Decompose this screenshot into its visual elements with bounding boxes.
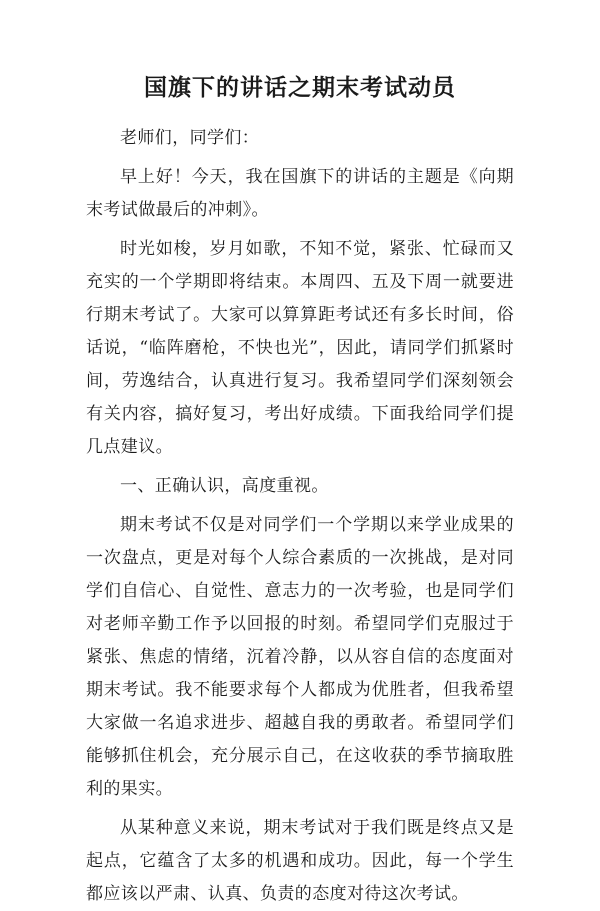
paragraph-greeting: 老师们，同学们： [120, 128, 260, 148]
paragraph-body: 期末考试不仅是对同学们一个学期以来学业成果的一次盘点，更是对每个人综合素质的一次挑战，是对同学们自信心、自觉性、意志力的一次考验，也是同学们对老师辛勤工作予以回报的时刻。希望同学们克服过于紧张、焦虑的情绪，沉着冷静，以从容自信的态度面对期末考试。我不能要求每个人都成为优胜者，但我希望大家做一名追求进步、超越自我的勇敢者。希望同学们能够抓住机会，充分展示自己，在这收获的季节摘取胜利的果实。 [86, 515, 514, 799]
paragraph-intro: 时光如梭，岁月如歌，不知不觉，紧张、忙碌而又充实的一个学期即将结束。本周四、五及下周一就要进行期末考试了。大家可以算算距考试还有多长时间，俗话说，“临阵磨枪，不快也光”，因此，请同学们抓紧时间，劳逸结合，认真进行复习。我希望同学们深刻领会有关内容，搞好复习，考出好成绩。下面我给同学们提几点建议。 [86, 239, 514, 457]
paragraph-opening: 早上好！今天，我在国旗下的讲话的主题是《向期末考试做最后的冲刺》。 [86, 167, 514, 220]
paragraph-section-heading: 一、正确认识，高度重视。 [120, 476, 329, 496]
document-title: 国旗下的讲话之期末考试动员 [144, 74, 456, 101]
paragraph-closing: 从某种意义来说，期末考试对于我们既是终点又是起点，它蕴含了太多的机遇和成功。因此，每一个学生都应该以严肃、认真、负责的态度对待这次考试。 [86, 818, 514, 904]
